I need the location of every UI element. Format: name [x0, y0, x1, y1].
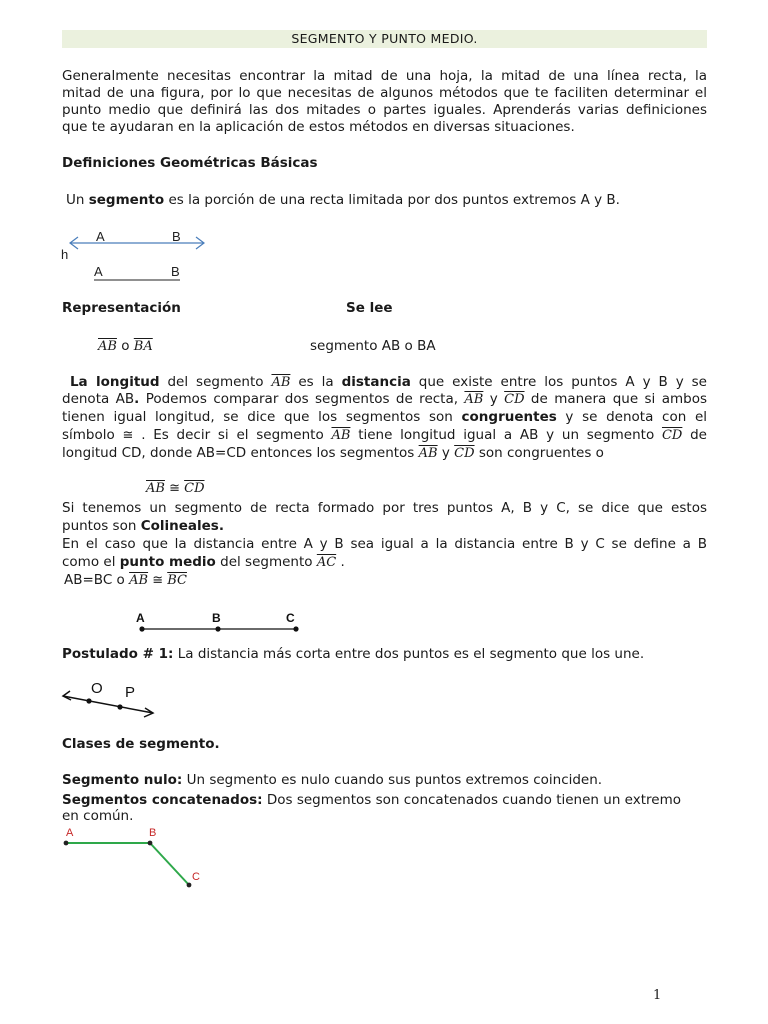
point-b — [215, 626, 220, 631]
longitud-line-5 — [62, 445, 604, 463]
congruentes-bold: congruentes — [461, 409, 557, 425]
reading-heading: Se lee — [346, 300, 393, 316]
segment-cd-notation: $\overline{CD}$ — [504, 392, 525, 407]
longitud-line-1 — [62, 374, 707, 392]
punto-medio-post: . — [336, 554, 345, 570]
longitud-l1-t1: del segmento — [159, 374, 272, 390]
segment-definition — [66, 192, 620, 210]
colineales-line-2 — [62, 518, 224, 536]
collinear-points-figure — [128, 608, 308, 636]
line-label-h: h — [61, 247, 69, 262]
congruence-statement — [146, 480, 205, 498]
notation-ab: $\overline{AB}$ — [98, 339, 117, 354]
longitud-l3-t2: y se denota con el — [556, 409, 707, 425]
point-b — [148, 841, 153, 846]
point-c — [293, 626, 298, 631]
definitions-heading: Definiciones Geométricas Básicas — [62, 155, 318, 171]
segment-def-pre: Un — [66, 192, 89, 208]
segment-cd-notation: $\overline{CD}$ — [454, 446, 475, 461]
segment-label-a: A — [94, 264, 103, 279]
punto-medio-line-3 — [64, 572, 187, 590]
longitud-l5-t2: y — [437, 445, 455, 461]
concatenados-line-2: en común. — [62, 808, 134, 824]
longitud-l3-t1: tienen igual longitud, se dice que los segmentos son — [62, 409, 462, 425]
arrowhead-left — [63, 691, 71, 700]
colineales-bold: Colineales. — [140, 518, 224, 534]
segment-def-bold: segmento — [88, 192, 165, 208]
longitud-l5-t1: longitud CD, donde AB=CD entonces los segmentos — [62, 445, 419, 461]
longitud-l2-bold: . — [134, 391, 140, 407]
label-a: A — [66, 827, 74, 839]
segment-ab-notation: $\overline{AB}$ — [464, 392, 484, 407]
label-c: C — [286, 611, 295, 625]
punto-medio-line-2 — [62, 554, 345, 572]
intro-line-2: mitad de una figura, por lo que necesitas de algunos métodos que te faciliten determinar el — [62, 85, 707, 101]
line-and-segment-figure — [58, 228, 218, 284]
intro-line-4: que te ayudaran en la aplicación de estos métodos en diversas situaciones. — [62, 119, 575, 135]
line-label-a: A — [96, 229, 105, 244]
distancia-bold: distancia — [341, 374, 411, 390]
line-label-b: B — [172, 229, 181, 244]
segment-def-post: es la porción de una recta limitada por dos puntos extremos A y B. — [164, 192, 620, 208]
longitud-l2-t1: denota AB — [62, 391, 135, 407]
congruence-symbol: ≅ — [148, 573, 168, 588]
postulado-1 — [62, 646, 644, 664]
segmento-nulo — [62, 772, 602, 790]
longitud-l2-t3: y — [483, 391, 505, 407]
abbc-pre: AB=BC o — [64, 572, 130, 588]
colineales-line-1: Si tenemos un segmento de recta formado por tres puntos A, B y C, se dice que estos — [62, 500, 707, 516]
segmentos-concatenados — [62, 792, 681, 810]
label-b: B — [212, 611, 221, 625]
notation-o: o — [116, 338, 134, 354]
postulado-text: La distancia más corta entre dos puntos es el segmento que los une. — [173, 646, 645, 662]
postulado-bold: Postulado # 1: — [62, 646, 174, 662]
label-c: C — [192, 871, 200, 883]
segment-ab-notation: $\overline{AB}$ — [331, 428, 351, 443]
segment-ab-notation: $\overline{AB}$ — [418, 446, 438, 461]
punto-medio-bold: punto medio — [119, 554, 216, 570]
longitud-line-2 — [62, 391, 707, 409]
punto-medio-mid: del segmento — [215, 554, 317, 570]
longitud-l4-t2: . Es decir si el segmento — [133, 427, 332, 443]
longitud-l5-t3: son congruentes o — [474, 445, 604, 461]
longitud-l2-t2: Podemos comparar dos segmentos de recta, — [139, 391, 465, 407]
intro-line-3: punto medio que definirá las dos mitades o partes iguales. Aprenderás varias definiciones — [62, 102, 707, 118]
congruence-symbol: ≅ — [122, 428, 134, 443]
longitud-bold: La longitud — [69, 374, 160, 390]
point-a — [64, 841, 69, 846]
punto-medio-line-1: En el caso que la distancia entre A y B sea igual a la distancia entre B y C se define a B — [62, 536, 707, 552]
longitud-l2-t4: de manera que si ambos — [524, 391, 707, 407]
point-p — [117, 704, 122, 709]
nulo-bold: Segmento nulo: — [62, 772, 183, 788]
longitud-l4-t4: de — [682, 427, 707, 443]
page-number: 1 — [653, 988, 662, 1003]
colineales-pre: puntos son — [62, 518, 141, 534]
label-p: P — [125, 684, 136, 701]
intro-line-1: Generalmente necesitas encontrar la mitad de una hoja, la mitad de una línea recta, la — [62, 68, 707, 84]
notation-ba: $\overline{BA}$ — [133, 339, 153, 354]
segment-bc-notation: $\overline{BC}$ — [167, 573, 187, 588]
label-b: B — [149, 827, 157, 839]
label-o: O — [91, 680, 103, 697]
point-o — [86, 698, 91, 703]
longitud-line-4 — [62, 427, 707, 445]
point-a — [139, 626, 144, 631]
line-op-figure — [58, 678, 158, 718]
longitud-l1-t2: es la — [290, 374, 342, 390]
segment-bc — [150, 843, 189, 885]
clases-heading: Clases de segmento. — [62, 736, 220, 752]
congruence-symbol: ≅ — [164, 481, 185, 496]
longitud-l1-t3: que existe entre los puntos A y B y se — [410, 374, 707, 390]
concatenated-segments-figure — [58, 824, 208, 890]
representation-heading: Representación — [62, 300, 181, 316]
segment-label-b: B — [171, 264, 180, 279]
segment-ab-notation: $\overline{AB}$ — [271, 375, 291, 390]
longitud-line-3 — [62, 409, 707, 427]
segment-ab-notation: $\overline{AB}$ — [129, 573, 149, 588]
page-title: SEGMENTO Y PUNTO MEDIO. — [62, 30, 707, 48]
nulo-text: Un segmento es nulo cuando sus puntos extremos coinciden. — [182, 772, 603, 788]
label-a: A — [136, 611, 145, 625]
concatenados-text: Dos segmentos son concatenados cuando tienen un extremo — [262, 792, 681, 808]
longitud-l4-t3: tiene longitud igual a AB y un segmento — [350, 427, 662, 443]
segment-ab-notation: $\overline{AB}$ — [146, 481, 165, 496]
longitud-l4-t1: símbolo — [62, 427, 123, 443]
segment-cd-notation: $\overline{CD}$ — [184, 481, 205, 496]
segment-ac-notation: $\overline{AC}$ — [316, 555, 337, 570]
point-c — [187, 883, 192, 888]
concatenados-bold: Segmentos concatenados: — [62, 792, 263, 808]
segment-cd-notation: $\overline{CD}$ — [661, 428, 683, 443]
segment-reading: segmento AB o BA — [310, 338, 436, 354]
segment-notation — [98, 338, 153, 356]
line-op — [63, 696, 153, 713]
punto-medio-pre: como el — [62, 554, 120, 570]
